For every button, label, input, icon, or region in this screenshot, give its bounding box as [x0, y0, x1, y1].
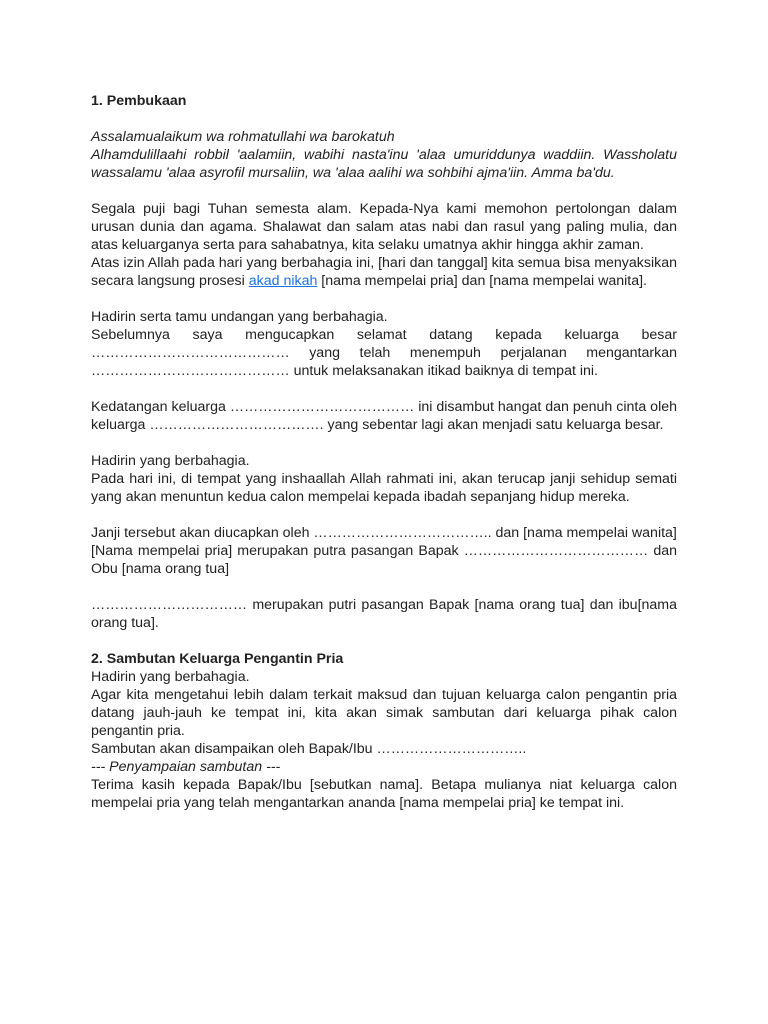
akad-paragraph [91, 254, 677, 290]
greeting-line: Hadirin yang berbahagia. [91, 453, 250, 469]
spacer [91, 434, 677, 452]
welcome-paragraph: Sebelumnya saya mengucapkan selamat datang kepada keluarga besar …………………………………… yang telah menempuh perjalanan mengantarkan …………………………………… untuk melaksanakan itikad baiknya di tempat ini. [91, 327, 677, 379]
spacer [91, 506, 677, 524]
groom-parents-line: [Nama mempelai pria] merupakan putra pasangan Bapak ………………………………… dan Obu [nama orang tua] [91, 543, 677, 577]
salam-line: Assalamualaikum wa rohmatullahi wa barokatuh [91, 129, 395, 145]
doa-paragraph: Alhamdulillaahi robbil 'aalamiin, wabihi nasta'inu 'alaa umuriddunya waddiin. Wassholatu wassalamu 'alaa asyrofil mursaliin, wa 'alaa aalihi wa sohbihi ajma'iin. Amma ba'du. [91, 147, 677, 181]
opening-paragraph: Segala puji bagi Tuhan semesta alam. Kepada-Nya kami memohon pertolongan dalam urusan dunia dan agama. Shalawat dan salam atas nabi dan rasul yang paling mulia, dan atas keluarganya serta para sahabatnya, kita selaku umatnya akhir hingga akhir zaman. [91, 201, 677, 253]
section-heading-sambutan: 2. Sambutan Keluarga Pengantin Pria [91, 651, 344, 667]
spacer [91, 290, 677, 308]
sambutan-speaker-line: Sambutan akan disampaikan oleh Bapak/Ibu ………………………….. [91, 741, 527, 757]
spacer [91, 182, 677, 200]
akad-text-before: Atas izin Allah pada hari yang berbahagia ini, [hari dan tanggal] kita semua bisa menyaksikan secara langsung prosesi [91, 255, 677, 289]
greeting-line: Hadirin yang berbahagia. [91, 669, 250, 685]
greeting-line: Hadirin serta tamu undangan yang berbahagia. [91, 309, 388, 325]
document-page [91, 92, 677, 812]
sambutan-intro-paragraph: Agar kita mengetahui lebih dalam terkait maksud dan tujuan keluarga calon pengantin pria datang jauh-jauh ke tempat ini, kita akan simak sambutan dari keluarga pihak calon pengantin pria. [91, 687, 677, 739]
bride-parents-line: …………………………… merupakan putri pasangan Bapak [nama orang tua] dan ibu[nama orang tua]. [91, 597, 677, 631]
akad-nikah-link[interactable]: akad nikah [248, 273, 318, 289]
spacer [91, 110, 677, 128]
vow-line: Janji tersebut akan diucapkan oleh ……………………………….. dan [nama mempelai wanita] [91, 525, 677, 541]
promise-paragraph: Pada hari ini, di tempat yang inshaallah Allah rahmati ini, akan terucap janji sehidup semati yang akan menuntun kedua calon mempelai kepada ibadah sepanjang hidup mereka. [91, 471, 677, 505]
akad-text-after: [nama mempelai pria] dan [nama mempelai wanita]. [317, 273, 647, 289]
spacer [91, 578, 677, 596]
thanks-paragraph: Terima kasih kepada Bapak/Ibu [sebutkan nama]. Betapa mulianya niat keluarga calon mempelai pria yang telah mengantarkan ananda [nama mempelai pria] ke tempat ini. [91, 777, 677, 811]
sambutan-delivery-note: --- Penyampaian sambutan --- [91, 759, 281, 775]
spacer [91, 632, 677, 650]
section-heading-pembukaan: 1. Pembukaan [91, 93, 187, 109]
spacer [91, 380, 677, 398]
arrival-paragraph: Kedatangan keluarga ………………………………… ini disambut hangat dan penuh cinta oleh keluarga ………………………………. yang sebentar lagi akan menjadi satu keluarga besar. [91, 399, 677, 433]
